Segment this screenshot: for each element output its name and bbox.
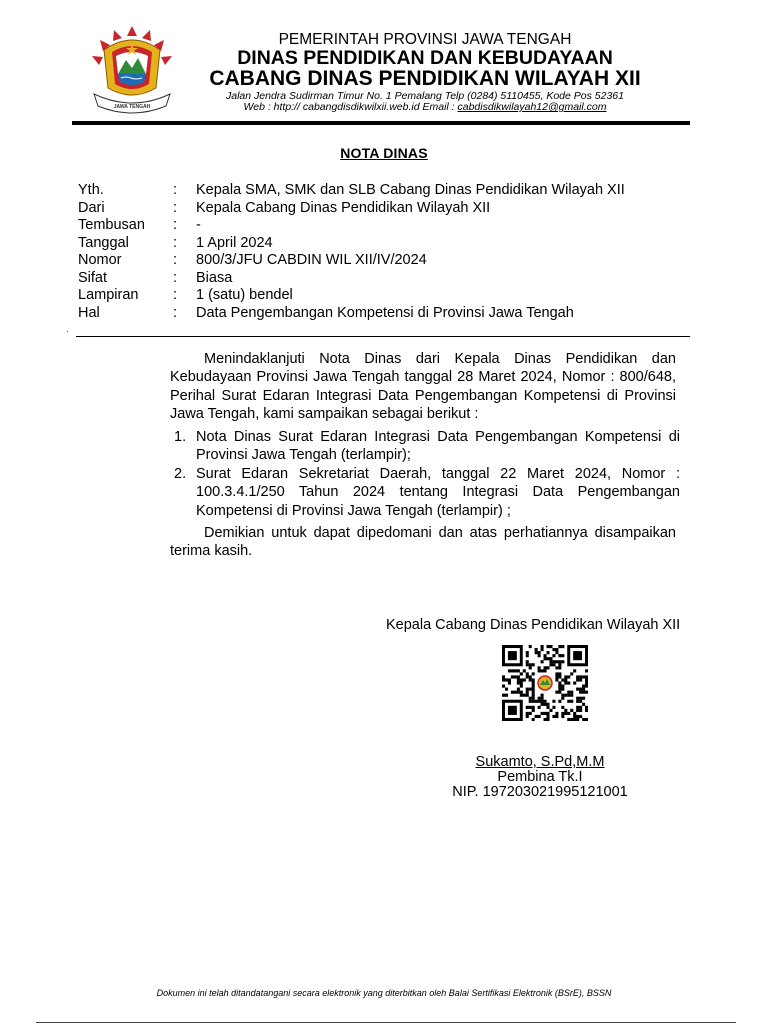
meta-value: Data Pengembangan Kompetensi di Provinsi Jawa Tengah <box>196 304 574 321</box>
signatory-nip: NIP. 197203021995121001 <box>452 784 628 800</box>
list-number: 2. <box>174 466 187 482</box>
meta-value: Kepala SMA, SMK dan SLB Cabang Dinas Pendidikan Wilayah XII <box>196 182 625 198</box>
meta-label: Yth. <box>78 182 104 198</box>
meta-label: Tembusan <box>78 217 145 233</box>
meta-colon: : <box>173 234 178 251</box>
meta-value: 800/3/JFU CABDIN WIL XII/IV/2024 <box>196 252 427 268</box>
list-text: Nota Dinas Surat Edaran Integrasi Data Pengembangan Kompetensi di Provinsi Jawa Tengah (terlampir); <box>196 429 680 464</box>
meta-label: Hal <box>78 304 100 321</box>
header-government: PEMERINTAH PROVINSI JAWA TENGAH <box>278 31 572 48</box>
meta-colon: : <box>173 199 178 216</box>
meta-value: 1 April 2024 <box>196 234 273 251</box>
header-web: Web : http:// cabangdisdikwilxii.web.id Email : <box>243 101 458 113</box>
header-address: Jalan Jendra Sudirman Timur No. 1 Pemalang Telp (0284) 5110455, Kode Pos 52361 <box>226 90 624 102</box>
document-title: NOTA DINAS <box>340 145 428 161</box>
logo-banner-text: JAWA TENGAH <box>113 104 151 110</box>
page-bottom-edge <box>36 1022 736 1023</box>
stray-mark: . <box>66 324 69 335</box>
meta-value: - <box>196 217 201 233</box>
meta-divider <box>76 336 690 337</box>
meta-label: Dari <box>78 199 105 216</box>
header-agency: DINAS PENDIDIKAN DAN KEBUDAYAAN <box>237 47 613 69</box>
meta-colon: : <box>173 269 178 286</box>
list-number: 1. <box>174 429 187 445</box>
header-branch: CABANG DINAS PENDIDIKAN WILAYAH XII <box>209 67 641 90</box>
signatory-rank: Pembina Tk.I <box>497 769 583 785</box>
signatory-name: Sukamto, S.Pd,M.M <box>475 754 605 770</box>
meta-value: Biasa <box>196 269 233 286</box>
meta-label: Sifat <box>78 269 108 286</box>
body-intro: Menindaklanjuti Nota Dinas dari Kepala Dinas Pendidikan dan Kebudayaan Provinsi Jawa Tengah tanggal 28 Maret 2024, Nomor : 800/648, Perihal Surat Edaran Integrasi Data Pengembangan Kompetensi di Provinsi Jawa Tengah, kami sampaikan sebagai berikut : <box>170 351 676 422</box>
meta-colon: : <box>173 304 178 321</box>
signature-title: Kepala Cabang Dinas Pendidikan Wilayah XII <box>386 617 681 633</box>
header-email[interactable]: cabdisdikwilayah12@gmail.com <box>457 101 607 113</box>
jawa-tengah-logo <box>84 22 180 118</box>
meta-label: Nomor <box>78 252 122 268</box>
e-signature-note: Dokumen ini telah ditandatangani secara elektronik yang diterbitkan oleh Balai Sertifikasi Elektronik (BSrE), BSSN <box>156 988 612 998</box>
meta-label: Lampiran <box>78 287 139 303</box>
letterhead-divider <box>72 121 690 125</box>
meta-colon: : <box>173 182 178 198</box>
meta-colon: : <box>173 217 178 233</box>
body-closing: Demikian untuk dapat dipedomani dan atas perhatiannya disampaikan terima kasih. <box>170 525 676 560</box>
meta-label: Tanggal <box>78 234 129 251</box>
header-web-email <box>190 102 660 113</box>
qr-code-icon <box>502 645 588 721</box>
list-text: Surat Edaran Sekretariat Daerah, tanggal 22 Maret 2024, Nomor : 100.3.4.1/250 Tahun 2024 tentang Integrasi Data Pengembangan Kompetensi di Provinsi Jawa Tengah (terlampir) ; <box>196 466 680 519</box>
meta-colon: : <box>173 287 178 303</box>
meta-colon: : <box>173 252 178 268</box>
meta-value: Kepala Cabang Dinas Pendidikan Wilayah XII <box>196 199 491 216</box>
meta-value: 1 (satu) bendel <box>196 287 293 303</box>
